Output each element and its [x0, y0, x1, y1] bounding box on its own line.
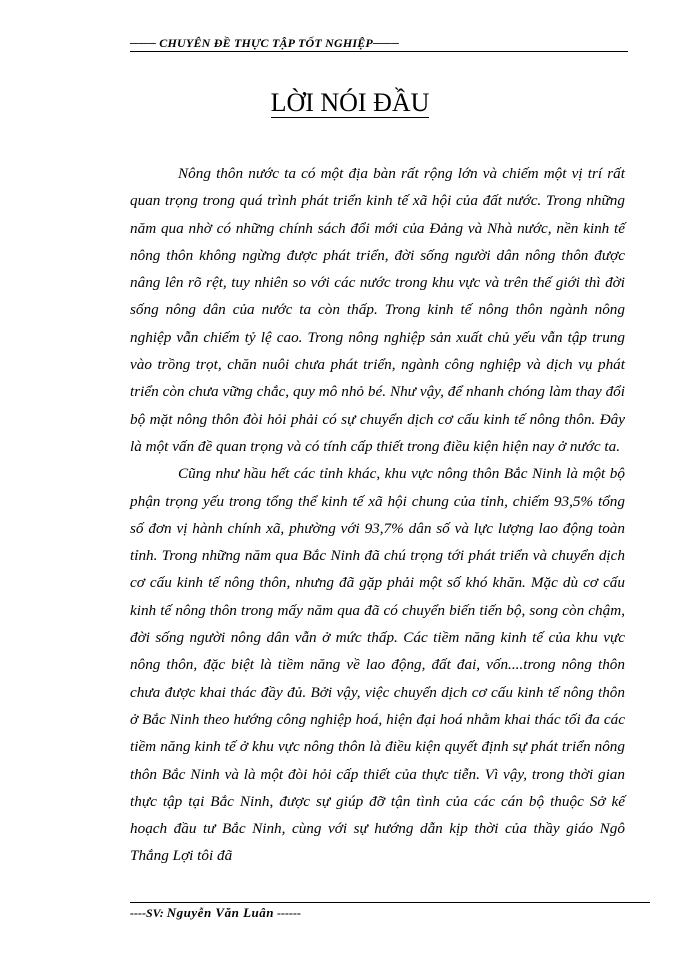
running-footer [130, 905, 301, 921]
header-text: ─── CHUYÊN ĐỀ THỰC TẬP TỐT NGHIỆP─── [130, 36, 400, 50]
page-title-text: LỜI NÓI ĐẦU [270, 88, 430, 117]
paragraph: Cũng như hầu hết các tỉnh khác, khu vực nông thôn Bắc Ninh là một bộ phận trọng yếu trong tổng thể kinh tế xã hội chung của tỉnh, chiếm 93,5% tổng số đơn vị hành chính xã, phường với 93,7% dân số và lực lượng lao động toàn tỉnh. Trong những năm qua Bắc Ninh đã chú trọng tới phát triển và chuyển dịch cơ cấu kinh tế nông thôn, nhưng đã gặp phải một số khó khăn. Mặc dù cơ cấu kinh tế nông thôn trong mấy năm qua đã có chuyển biến tiến bộ, song còn chậm, đời sống người nông dân vẫn ở mức thấp. Các tiềm năng kinh tế của khu vực nông thôn, đặc biệt là tiềm năng về lao động, đất đai, vốn....trong nông thôn chưa được khai thác đầy đủ. Bởi vậy, việc chuyển dịch cơ cấu kinh tế nông thôn ở Bắc Ninh theo hướng công nghiệp hoá, hiện đại hoá nhằm khai thác tối đa các tiềm năng kinh tế ở khu vực nông thôn là điều kiện quyết định sự phát triển nông thôn Bắc Ninh và là một đòi hỏi cấp thiết của thực tiễn. Vì vậy, trong thời gian thực tập tại Bắc Ninh, được sự giúp đỡ tận tình của các cán bộ thuộc Sở kế hoạch đầu tư Bắc Ninh, cùng với sự hướng dẫn kịp thời của thầy giáo Ngô Thắng Lợi tôi đã [130, 465, 625, 865]
paragraph: Nông thôn nước ta có một địa bàn rất rộng lớn và chiếm một vị trí rất quan trọng trong quá trình phát triển kinh tế xã hội của đất nước. Trong những năm qua nhờ có những chính sách đổi mới của Đảng và Nhà nước, nền kinh tế nông thôn không ngừng được phát triển, đời sống người dân nông thôn được nâng lên rõ rệt, tuy nhiên so với các nước trong khu vực và trên thế giới thì đời sống nông dân của nước ta còn thấp. Trong kinh tế nông thôn ngành nông nghiệp vẫn chiếm tỷ lệ cao. Trong nông nghiệp sản xuất chủ yếu vẫn tập trung vào trồng trọt, chăn nuôi chưa phát triển, ngành công nghiệp và dịch vụ phát triển còn chưa vững chắc, quy mô nhỏ bé. Như vậy, để nhanh chóng làm thay đổi bộ mặt nông thôn đòi hỏi phải có sự chuyển dịch cơ cấu kinh tế nông thôn. Đây là một vấn đề quan trọng và có tính cấp thiết trong điều kiện hiện nay ở nước ta. [130, 165, 625, 455]
footer-rule [130, 902, 650, 903]
body-text [130, 160, 625, 870]
footer-suffix: ------ [273, 906, 301, 920]
footer-prefix: ----SV: [130, 906, 167, 920]
author-name: Nguyễn Văn Luân [166, 905, 274, 920]
page-title [0, 88, 700, 118]
header-rule [130, 51, 628, 52]
